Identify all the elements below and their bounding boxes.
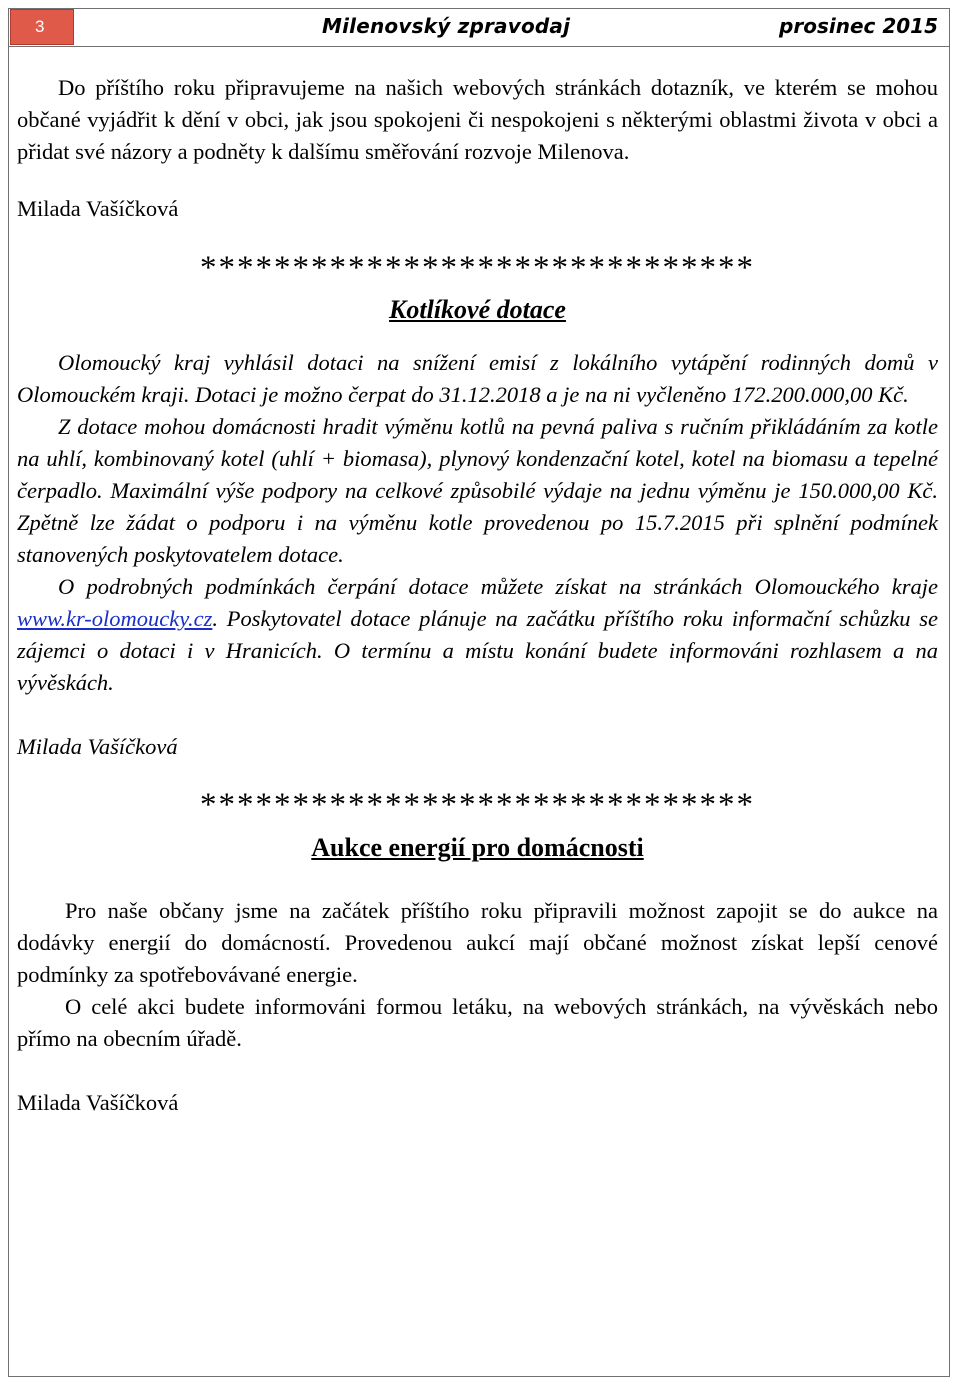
publication-title: Milenovský zpravodaj bbox=[322, 14, 571, 38]
kotlik-paragraph-1: Olomoucký kraj vyhlásil dotaci na snížení emisí z lokálního vytápění rodinných domů v Olomouckém kraji. Dotaci je možno čerpat do 31.12.2018 a je na ni vyčleněno 172.200.000,00 Kč. bbox=[17, 350, 938, 407]
aukce-heading: Aukce energií pro domácnosti bbox=[311, 833, 644, 862]
header-divider bbox=[8, 46, 950, 47]
kotlik-section bbox=[17, 347, 938, 763]
kotlik-author: Milada Vašíčková bbox=[17, 734, 178, 759]
aukce-author: Milada Vašíčková bbox=[17, 1090, 179, 1115]
kotlik-paragraph-3 bbox=[17, 571, 938, 699]
aukce-paragraph-1: Pro naše občany jsme na začátek příštího roku připravili možnost zapojit se do aukce na dodávky energií do domácností. Provedenou aukcí mají občané možnost získat lepší cenové podmínky za spotřebovávané energie. bbox=[17, 898, 938, 987]
separator-stars: ****************************** bbox=[200, 250, 755, 286]
issue-date: prosinec 2015 bbox=[779, 14, 938, 38]
intro-paragraph: Do příštího roku připravujeme na našich webových stránkách dotazník, ve kterém se mohou občané vyjádřit k dění v obci, jak jsou spokojeni či nespokojeni s některými oblastmi života v obci a přidat své názory a podněty k dalšímu směřování rozvoje Milenova. bbox=[17, 75, 938, 164]
page-number: 3 bbox=[10, 9, 74, 45]
kotlik-paragraph-3-text-end: . Poskytovatel dotace plánuje na začátku příštího roku informační schůzku se zájemci o dotaci i v Hranicích. O termínu a místu konání budete informováni rozhlasem a na vývěskách. bbox=[17, 606, 938, 695]
aukce-paragraph-2: O celé akci budete informováni formou letáku, na webových stránkách, na vývěskách nebo přímo na obecním úřadě. bbox=[17, 994, 938, 1051]
intro-author: Milada Vašíčková bbox=[17, 196, 179, 221]
kr-olomoucky-link[interactable]: www.kr-olomoucky.cz bbox=[17, 606, 213, 631]
kotlik-paragraph-3-text: O podrobných podmínkách čerpání dotace můžete získat na stránkách Olomouckého kraje bbox=[58, 574, 938, 599]
separator-stars-2: ****************************** bbox=[200, 787, 755, 823]
kotlik-paragraph-2: Z dotace mohou domácnosti hradit výměnu kotlů na pevná paliva s ručním přikládáním za kotle na uhlí, kombinovaný kotel (uhlí + biomasa), plynový kondenzační kotel, kotel na biomasu a tepelné čerpadlo. Maximální výše podpory na celkové způsobilé výdaje na jednu výměnu je 150.000,00 Kč. Zpětně lze žádat o podporu i na výměnu kotle provedenou po 15.7.2015 při splnění podmínek stanovených poskytovatelem dotace. bbox=[17, 414, 938, 567]
kotlik-heading: Kotlíkové dotace bbox=[389, 295, 566, 324]
article-content bbox=[17, 72, 938, 1119]
